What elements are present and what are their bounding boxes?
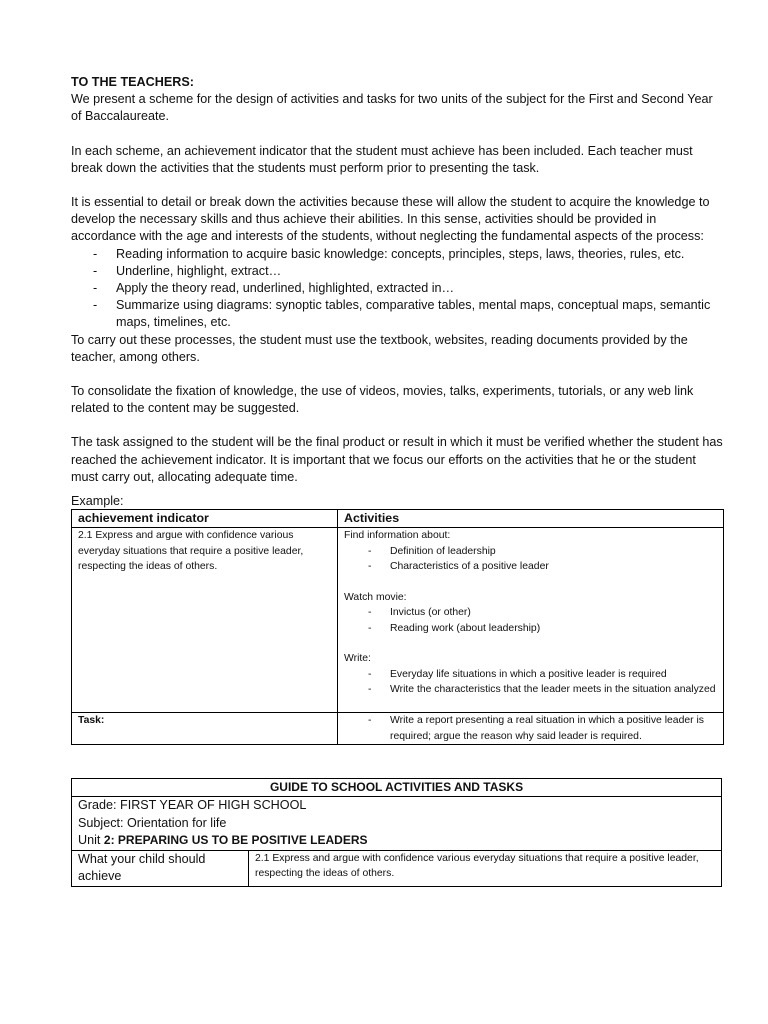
- example-table: [71, 509, 724, 745]
- table-row: [72, 528, 724, 713]
- unit-title: 2: PREPARING US TO BE POSITIVE LEADERS: [103, 833, 368, 848]
- intro-paragraph-2: In each scheme, an achievement indicator that the student must achieve has been included. Each teacher must break down the activities that the students must perform prior to presenting the task.: [71, 143, 693, 175]
- write-list: [344, 667, 717, 698]
- indicator-cell: [72, 528, 338, 713]
- list-item: - Write the characteristics that the leader meets in the situation analyzed: [344, 682, 717, 698]
- intro-paragraph-5: To consolidate the fixation of knowledge, the use of videos, movies, talks, experiments, tutorials, or any web link related to the content may be suggested.: [71, 384, 694, 416]
- intro-paragraph-3: It is essential to detail or break down the activities because these will allow the student to acquire the knowledge to develop the necessary skills and thus achieve their abilities. In this sense, activities should be provided in accordance with the age and interests of the students, without neglecting the fundamental aspects of the process:: [71, 195, 710, 244]
- document-page: [71, 74, 723, 887]
- example-label: Example:: [71, 494, 124, 509]
- indicator-text: 2.1 Express and argue with confidence various everyday situations that require a positive leader, respecting the ideas of others.: [78, 530, 304, 573]
- list-item: - Underline, highlight, extract…: [71, 263, 723, 280]
- list-item: - Everyday life situations in which a positive leader is required: [344, 667, 717, 683]
- achievement-indicator-header: achievement indicator: [72, 510, 338, 528]
- activities-cell: [338, 528, 724, 713]
- list-item: - Definition of leadership: [344, 544, 717, 560]
- list-item: - Reading information to acquire basic knowledge: concepts, principles, steps, laws, theories, rules, etc.: [71, 246, 723, 263]
- find-list: [344, 544, 717, 575]
- task-label: Task:: [78, 715, 105, 727]
- guide-title: GUIDE TO SCHOOL ACTIVITIES AND TASKS: [72, 779, 722, 797]
- list-item: - Apply the theory read, underlined, highlighted, extracted in…: [71, 280, 723, 297]
- intro-paragraph-1: We present a scheme for the design of activities and tasks for two units of the subject for the First and Second Year of Baccalaureate.: [71, 92, 713, 124]
- grade-line: Grade: FIRST YEAR OF HIGH SCHOOL: [78, 798, 307, 813]
- unit-line: [78, 832, 715, 850]
- list-item: - Reading work (about leadership): [344, 621, 717, 637]
- guide-table: [71, 778, 722, 887]
- task-list: [344, 713, 717, 744]
- task-label-cell: [72, 713, 338, 745]
- list-item: - Characteristics of a positive leader: [344, 559, 717, 575]
- table-row: [72, 779, 722, 797]
- achieve-value: 2.1 Express and argue with confidence various everyday situations that require a positive leader, respecting the ideas of others.: [249, 850, 722, 886]
- watch-label: Watch movie:: [344, 591, 407, 603]
- subject-line: Subject: Orientation for life: [78, 815, 227, 830]
- guide-info-cell: [72, 797, 722, 851]
- table-row: [72, 850, 722, 886]
- table-header-row: [72, 510, 724, 528]
- process-list: [71, 246, 723, 332]
- task-cell: [338, 713, 724, 745]
- watch-list: [344, 605, 717, 636]
- achieve-label: What your child should achieve: [72, 850, 249, 886]
- table-row: [72, 797, 722, 851]
- intro-paragraph-6: The task assigned to the student will be the final product or result in which it must be verified whether the student has reached the achievement indicator. It is important that we focus our efforts on the activities that he or the student must carry out, allocating adequate time.: [71, 435, 723, 484]
- unit-prefix: Unit: [78, 833, 104, 848]
- list-item: - Summarize using diagrams: synoptic tables, comparative tables, mental maps, conceptual maps, semantic maps, timelines, etc.: [71, 297, 723, 331]
- list-item: - Write a report presenting a real situation in which a positive leader is required; argue the reason why said leader is required.: [344, 713, 717, 744]
- teachers-heading: TO THE TEACHERS:: [71, 75, 194, 89]
- write-label: Write:: [344, 653, 371, 665]
- intro-paragraph-4: To carry out these processes, the student must use the textbook, websites, reading documents provided by the teacher, among others.: [71, 332, 688, 364]
- find-label: Find information about:: [344, 530, 451, 542]
- activities-header: Activities: [338, 510, 724, 528]
- list-item: - Invictus (or other): [344, 605, 717, 621]
- table-row: [72, 713, 724, 745]
